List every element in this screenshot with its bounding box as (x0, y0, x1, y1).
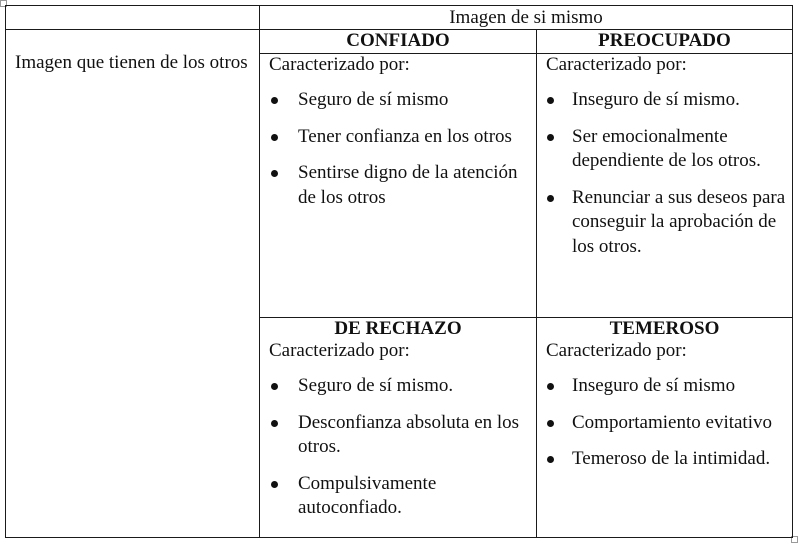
confiado-intro: Caracterizado por: (269, 54, 410, 75)
list-item: Inseguro de sí mismo (537, 374, 792, 399)
list-item: Comportamiento evitativo (537, 411, 792, 436)
de-rechazo-intro: Caracterizado por: (269, 340, 410, 361)
preocupado-cell (537, 54, 793, 318)
row-header-label: Imagen que tienen de los otros (15, 52, 248, 73)
list-item: Inseguro de sí mismo. (537, 88, 792, 113)
preocupado-title: PREOCUPADO (598, 30, 731, 51)
temeroso-intro: Caracterizado por: (546, 340, 687, 361)
list-item: Seguro de sí mismo (260, 88, 536, 113)
de-rechazo-cell (260, 318, 537, 538)
list-item: Sentirse digno de la atención de los otros (260, 161, 536, 210)
list-item: Seguro de sí mismo. (260, 374, 536, 399)
list-item: Desconfianza absoluta en los otros. (260, 411, 536, 460)
row-header-cell (6, 30, 260, 538)
column-header-cell (260, 6, 793, 30)
list-item: Temeroso de la intimidad. (537, 447, 792, 472)
list-item: Renunciar a sus deseos para conseguir la aprobación de los otros. (537, 186, 792, 260)
temeroso-cell (537, 318, 793, 538)
preocupado-intro: Caracterizado por: (546, 54, 687, 75)
column-header-label: Imagen de si mismo (449, 7, 603, 28)
confiado-cell (260, 54, 537, 318)
de-rechazo-title: DE RECHAZO (334, 318, 462, 339)
preocupado-list (537, 88, 792, 259)
confiado-title-cell (260, 30, 537, 54)
confiado-title: CONFIADO (346, 30, 450, 51)
attachment-styles-table (5, 5, 793, 538)
list-item: Tener confianza en los otros (260, 125, 536, 150)
temeroso-list (537, 374, 792, 472)
de-rechazo-list (260, 374, 536, 521)
temeroso-title: TEMEROSO (609, 318, 720, 339)
confiado-list (260, 88, 536, 210)
list-item: Ser emocionalmente dependiente de los otros. (537, 125, 792, 174)
preocupado-title-cell (537, 30, 793, 54)
empty-corner-cell (6, 6, 260, 30)
list-item: Compulsivamente autoconfiado. (260, 472, 536, 521)
